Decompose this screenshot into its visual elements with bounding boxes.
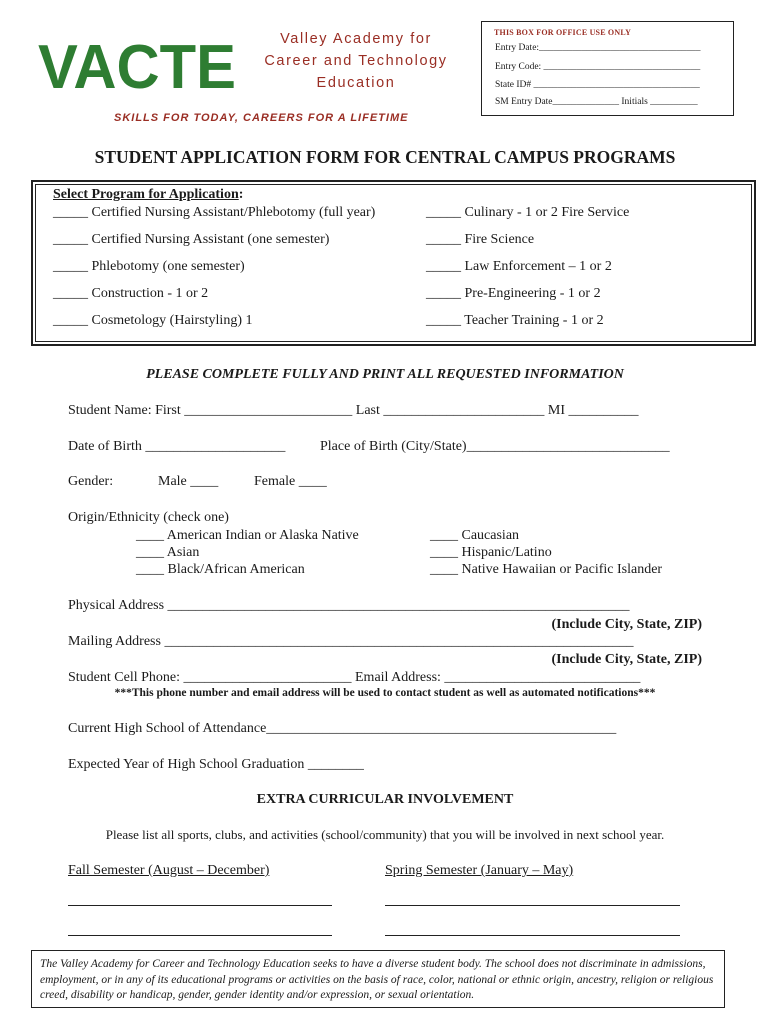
program-option-cna[interactable]: _____ Certified Nursing Assistant (one semester) — [53, 232, 330, 247]
program-option-pre-engineering[interactable]: _____ Pre-Engineering - 1 or 2 — [426, 286, 601, 301]
tagline: SKILLS FOR TODAY, CAREERS FOR A LIFETIME — [114, 112, 409, 124]
nondiscrimination-statement: The Valley Academy for Career and Technology Education seeks to have a diverse student body. The school does not discriminate in admissions, employment, or in any of its educational programs or activities on the basis of race, color, national or ethnic origin, ancestry, religion or religious creed, disability or handicap, gender, gender identity and/or expression, or sexual orientation. — [31, 950, 725, 1008]
vacte-logo-graphic — [38, 22, 238, 96]
gender-male-option[interactable]: Male ____ — [158, 474, 219, 489]
form-title: STUDENT APPLICATION FORM FOR CENTRAL CAMPUS PROGRAMS — [94, 147, 676, 167]
program-option-culinary[interactable]: _____ Culinary - 1 or 2 Fire Service — [426, 205, 630, 220]
program-heading — [53, 187, 243, 203]
ethnicity-option-pacific-islander[interactable]: ____ Native Hawaiian or Pacific Islander — [430, 562, 663, 577]
graduation-year-field[interactable]: Expected Year of High School Graduation ________ — [68, 757, 364, 772]
state-id-field: State ID# ___________________________________ — [495, 80, 700, 90]
address-hint: (Include City, State, ZIP) — [551, 652, 702, 667]
entry-code-field: Entry Code: _________________________________ — [495, 62, 701, 72]
ethnicity-option-hispanic[interactable]: ____ Hispanic/Latino — [430, 545, 552, 560]
program-option-construction[interactable]: _____ Construction - 1 or 2 — [53, 286, 209, 301]
ethnicity-option-asian[interactable]: ____ Asian — [136, 545, 200, 560]
cell-email-field[interactable]: Student Cell Phone: ________________________ Email Address: ____________________________ — [68, 670, 641, 685]
ethnicity-option-black[interactable]: ____ Black/African American — [136, 562, 305, 577]
program-option-cna-phlebotomy[interactable]: _____ Certified Nursing Assistant/Phlebotomy (full year) — [53, 205, 376, 220]
vacte-logo — [38, 22, 238, 96]
instructions: PLEASE COMPLETE FULLY AND PRINT ALL REQUESTED INFORMATION — [146, 367, 624, 382]
date-of-birth-field[interactable]: Date of Birth ____________________ — [68, 439, 286, 454]
program-option-phlebotomy[interactable]: _____ Phlebotomy (one semester) — [53, 259, 245, 274]
ethnicity-label: Origin/Ethnicity (check one) — [68, 510, 229, 525]
sm-entry-date-field: SM Entry Date______________ Initials __________ — [495, 97, 698, 107]
gender-label: Gender: — [68, 474, 114, 489]
place-of-birth-field[interactable]: Place of Birth (City/State)_____________________________ — [320, 439, 670, 454]
program-option-fire-science[interactable]: _____ Fire Science — [426, 232, 535, 247]
org-line: Valley Academy for — [280, 31, 432, 47]
contact-note: ***This phone number and email address will be used to contact student as well as automated notifications*** — [114, 687, 656, 699]
extracurricular-instructions: Please list all sports, clubs, and activities (school/community) that you will be involved in next school year. — [105, 827, 665, 842]
fall-semester-label: Fall Semester (August – December) — [68, 863, 270, 878]
mailing-address-field[interactable]: Mailing Address ___________________________________________________________________ — [68, 634, 634, 649]
gender-female-option[interactable]: Female ____ — [254, 474, 327, 489]
spring-semester-label: Spring Semester (January – May) — [385, 863, 574, 878]
physical-address-field[interactable]: Physical Address __________________________________________________________________ — [68, 598, 630, 613]
org-line: Career and Technology — [264, 53, 448, 69]
program-option-teacher-training[interactable]: _____ Teacher Training - 1 or 2 — [426, 313, 604, 328]
fall-activity-line[interactable] — [68, 935, 332, 936]
ethnicity-option-american-indian[interactable]: ____ American Indian or Alaska Native — [136, 528, 359, 543]
program-heading-text: Select Program for Application — [53, 187, 239, 202]
spring-activity-line[interactable] — [385, 905, 680, 906]
fall-activity-line[interactable] — [68, 905, 332, 906]
ethnicity-option-caucasian[interactable]: ____ Caucasian — [430, 528, 520, 543]
program-heading-colon: : — [238, 187, 244, 202]
address-hint: (Include City, State, ZIP) — [551, 617, 702, 632]
student-name-field[interactable]: Student Name: First ________________________ Last _______________________ MI __________ — [68, 403, 639, 418]
extracurricular-heading: EXTRA CURRICULAR INVOLVEMENT — [256, 792, 514, 807]
program-option-cosmetology[interactable]: _____ Cosmetology (Hairstyling) 1 — [53, 313, 253, 328]
office-box-title: THIS BOX FOR OFFICE USE ONLY — [494, 28, 632, 37]
logo-text: VACTE — [38, 33, 236, 96]
organization-name — [250, 28, 462, 94]
high-school-field[interactable]: Current High School of Attendance__________________________________________________ — [68, 721, 617, 736]
org-line: Education — [316, 75, 396, 91]
spring-activity-line[interactable] — [385, 935, 680, 936]
entry-date-field: Entry Date:__________________________________ — [495, 43, 701, 53]
program-option-law-enforcement[interactable]: _____ Law Enforcement – 1 or 2 — [426, 259, 612, 274]
